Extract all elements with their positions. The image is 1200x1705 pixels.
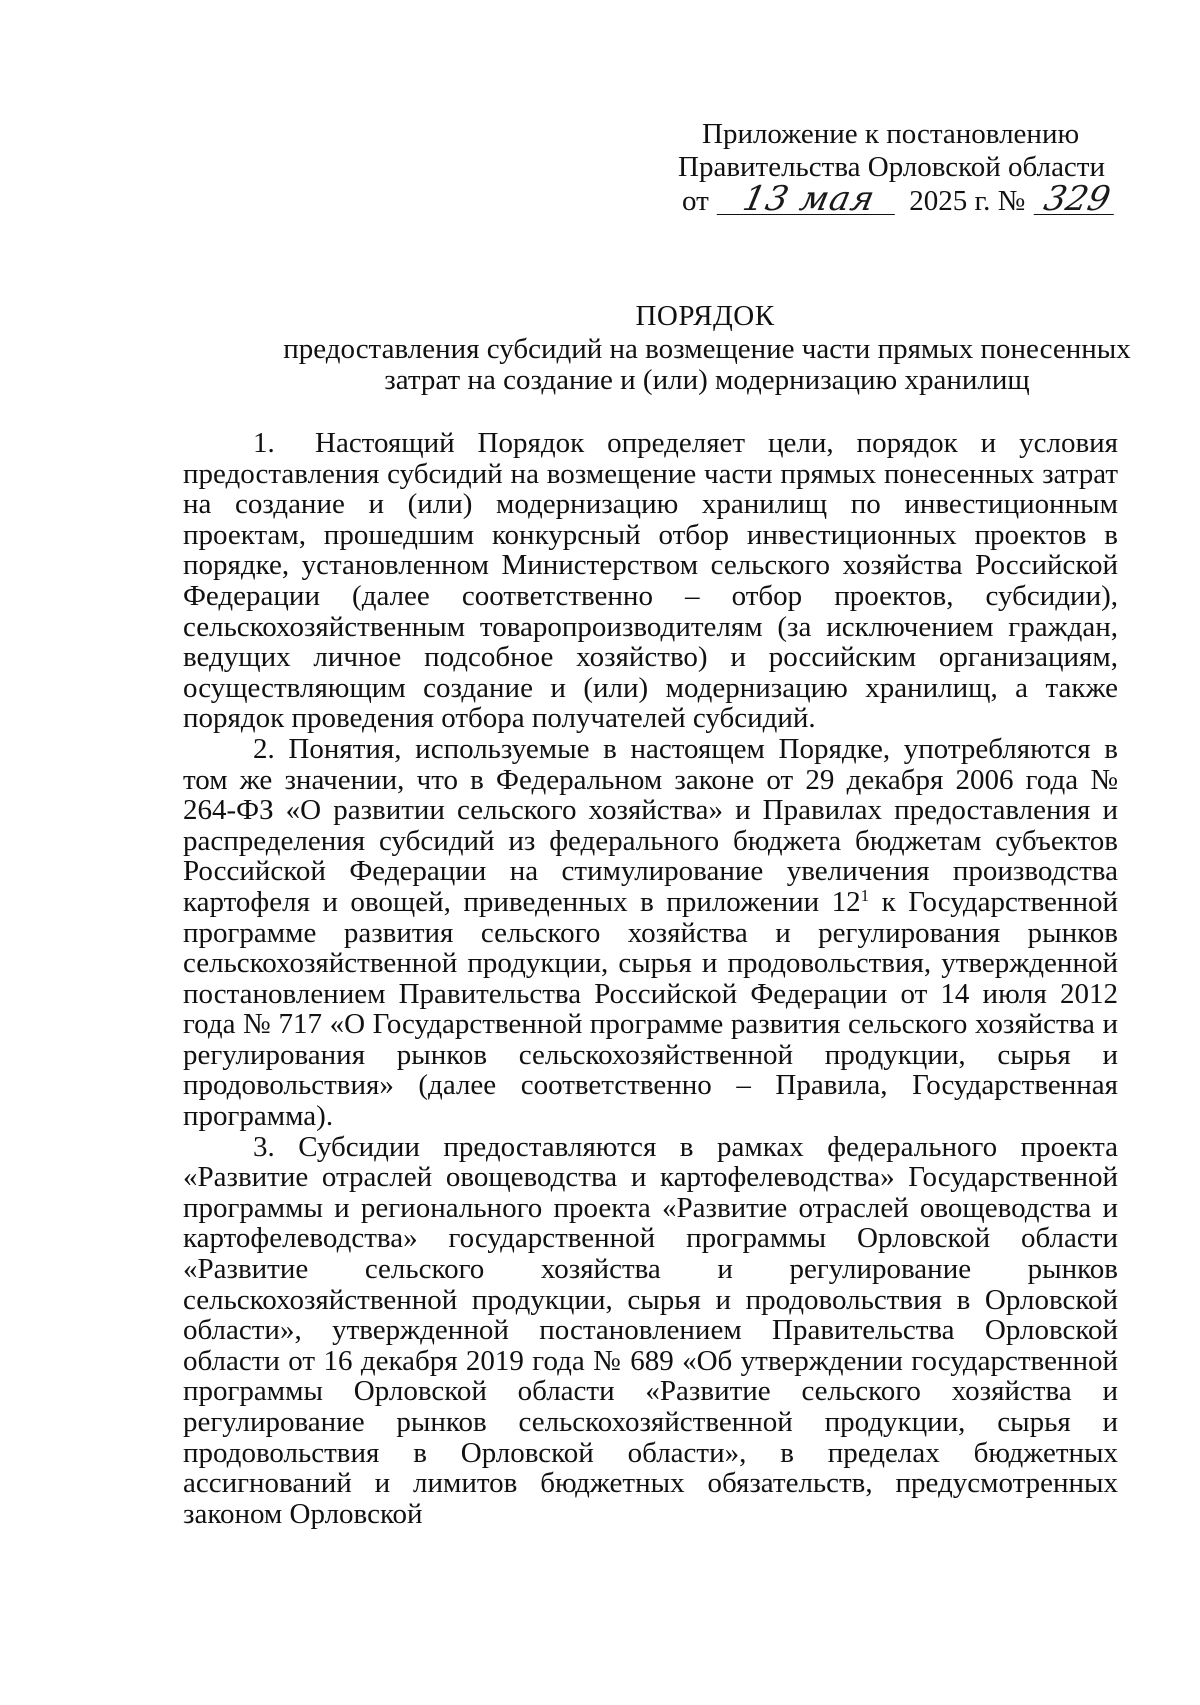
document-body xyxy=(183,428,1118,1529)
paragraph-1-text: Настоящий Порядок определяет цели, порядок и условия предоставления субсидий на возмещение части прямых понесенных затрат на создание и (или) модернизацию хранилищ по инвестиционным проектам, прошедшим конкурсный отбор инвестиционных проектов в порядке, установленном Министерством сельского хозяйства Российской Федерации (далее соответственно – отбор проектов, субсидии), сельскохозяйственным товаропроизводителям (за исключением граждан, ведущих личное подсобное хозяйство) и российским организациям, осуществляющим создание и (или) модернизацию хранилищ, а также порядок проведения отбора получателей субсидий. xyxy=(183,427,1118,735)
handwritten-number: 329 xyxy=(1033,184,1120,215)
appendix-line-1: Приложение к постановлению xyxy=(702,118,1080,150)
document-subtitle xyxy=(0,334,1200,396)
paragraph-2-text-a: 2. Понятия, используемые в настоящем Порядке, употребляются в том же значении, что в Федеральном законе от 29 декабря 2006 года № 264-ФЗ «О развитии сельского хозяйства» и Правилах предоставления и распределения субсидий из федерального бюджета бюджетам субъектов Российской Федерации на стимулирование увеличения производства картофеля и овощей, приведенных в приложении 12 xyxy=(183,732,1118,918)
subtitle-line-2: затрат на создание и (или) модернизацию хранилищ xyxy=(384,364,1030,396)
paragraph-2 xyxy=(183,734,1118,1132)
paragraph-1-number: 1. xyxy=(253,427,275,459)
paragraph-1 xyxy=(183,428,1118,734)
appendix-line-2: Правительства Орловской области xyxy=(678,151,1105,183)
paragraph-3-text: 3. Субсидии предоставляются в рамках федерального проекта «Развитие отраслей овощеводства и картофелеводства» Государственной программы и регионального проекта «Развитие отраслей овощеводства и картофелеводства» государственной программы Орловской области «Развитие сельского хозяйства и регулирование рынков сельскохозяйственной продукции, сырья и продовольствия в Орловской области», утвержденной постановлением Правительства Орловской области от 16 декабря 2019 года № 689 «Об утверждении государственной программы Орловской области «Развитие сельского хозяйства и регулирование рынков сельскохозяйственной продукции, сырья и продовольствия в Орловской области», в пределах бюджетных ассигнований и лимитов бюджетных обязательств, предусмотренных законом Орловской xyxy=(183,1130,1118,1530)
handwritten-date: 13 мая xyxy=(717,184,902,215)
date-prefix: от xyxy=(682,185,709,217)
appendix-header xyxy=(660,118,1120,218)
paragraph-3 xyxy=(183,1132,1118,1530)
paragraph-2-text-b: к Государственной программе развития сельского хозяйства и регулирования рынков сельскохозяйственной продукции, сырья и продовольствия, утвержденной постановлением Правительства Российской Федерации от 14 июля 2012 года № 717 «О Государственной программе развития сельского хозяйства и регулирования рынков сельскохозяйственной продукции, сырья и продовольствия» (далее соответственно – Правила, Государственная программа). xyxy=(183,885,1118,1133)
paragraph-2-superscript: 1 xyxy=(860,885,870,905)
subtitle-line-1: предоставления субсидий на возмещение части прямых понесенных xyxy=(283,333,1131,365)
year-and-number-label: 2025 г. № xyxy=(909,185,1026,217)
appendix-date-line xyxy=(660,179,1120,219)
document-title: ПОРЯДОК xyxy=(635,300,775,332)
